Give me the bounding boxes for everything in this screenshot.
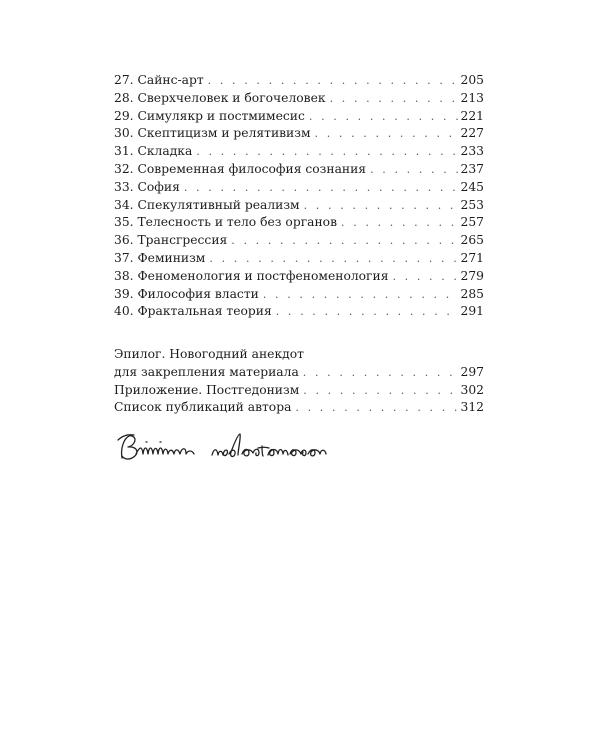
toc-entry-page: 237 bbox=[460, 161, 484, 176]
toc-entry-38 bbox=[114, 268, 484, 286]
toc-entry-title: для закрепления материала bbox=[114, 364, 299, 379]
toc-entry-title: 34. Спекулятивный реализм bbox=[114, 197, 300, 212]
toc-entry-34 bbox=[114, 197, 484, 215]
dot-leader bbox=[341, 214, 458, 232]
toc-entry-title: 35. Телесность и тело без органов bbox=[114, 215, 337, 230]
toc-entry-36 bbox=[114, 232, 484, 250]
toc-entry-title: 37. Феминизм bbox=[114, 250, 206, 265]
toc-entry-page: 221 bbox=[460, 108, 484, 123]
toc-entry-page: 245 bbox=[460, 179, 484, 194]
toc-entry-page: 233 bbox=[460, 144, 484, 159]
dot-leader bbox=[315, 125, 458, 143]
toc-entry-30 bbox=[114, 125, 484, 143]
toc-entry-39 bbox=[114, 286, 484, 304]
dot-leader bbox=[209, 250, 457, 268]
dot-leader bbox=[196, 143, 457, 161]
toc-entry-31 bbox=[114, 143, 484, 161]
toc-entry-title: 32. Современная философия сознания bbox=[114, 161, 367, 176]
toc-entry-37 bbox=[114, 250, 484, 268]
toc-entry-35 bbox=[114, 214, 484, 232]
toc-entry-title: 28. Сверхчеловек и богочеловек bbox=[114, 90, 326, 105]
toc-entry-title: Приложение. Постгедонизм bbox=[114, 382, 300, 397]
toc-entry-title: 36. Трансгрессия bbox=[114, 233, 228, 248]
toc-entry-28 bbox=[114, 90, 484, 108]
toc-entry-page: 312 bbox=[460, 400, 484, 415]
toc-entry-page: 271 bbox=[460, 250, 484, 265]
dot-leader bbox=[303, 382, 457, 400]
toc-entry-32 bbox=[114, 161, 484, 179]
table-of-contents bbox=[114, 72, 484, 321]
toc-entry-epilogue bbox=[114, 364, 484, 382]
toc-entry-page: 297 bbox=[460, 364, 484, 379]
toc-entry-title: 33. София bbox=[114, 179, 180, 194]
dot-leader bbox=[276, 303, 458, 321]
dot-leader bbox=[231, 232, 457, 250]
dot-leader bbox=[303, 364, 458, 382]
dot-leader bbox=[370, 161, 457, 179]
toc-entry-title: 39. Философия власти bbox=[114, 286, 259, 301]
toc-entry-page: 253 bbox=[460, 197, 484, 212]
toc-entry-page: 265 bbox=[460, 233, 484, 248]
toc-entry-page: 213 bbox=[460, 90, 484, 105]
toc-entry-appendix bbox=[114, 382, 484, 400]
toc-entry-title: 31. Складка bbox=[114, 144, 193, 159]
toc-entry-page: 302 bbox=[460, 382, 484, 397]
toc-entry-page: 257 bbox=[460, 215, 484, 230]
toc-entry-title: 40. Фрактальная теория bbox=[114, 304, 272, 319]
toc-entry-29 bbox=[114, 108, 484, 126]
toc-entry-title: Эпилог. Новогодний анекдот bbox=[114, 347, 304, 361]
toc-entry-title: Список публикаций автора bbox=[114, 400, 292, 415]
toc-entry-33 bbox=[114, 179, 484, 197]
back-matter-contents bbox=[114, 346, 484, 417]
toc-entry-27 bbox=[114, 72, 484, 90]
toc-entry-title: 27. Сайнс-арт bbox=[114, 73, 204, 87]
dot-leader bbox=[330, 90, 458, 108]
handwritten-note bbox=[116, 428, 386, 470]
dot-leader bbox=[263, 286, 458, 304]
dot-leader bbox=[208, 72, 458, 90]
dot-leader bbox=[304, 197, 458, 215]
toc-entry-page: 279 bbox=[460, 268, 484, 283]
dot-leader bbox=[392, 268, 457, 286]
toc-entry-publications bbox=[114, 399, 484, 417]
toc-entry-title: 29. Симулякр и постмимесис bbox=[114, 108, 305, 123]
dot-leader bbox=[309, 108, 458, 126]
toc-entry-page: 285 bbox=[460, 286, 484, 301]
dot-leader bbox=[184, 179, 458, 197]
toc-entry-title: 30. Скептицизм и релятивизм bbox=[114, 126, 311, 141]
toc-entry-40 bbox=[114, 303, 484, 321]
toc-entry-page: 205 bbox=[460, 73, 484, 87]
toc-entry-title: 38. Феноменология и постфеноменология bbox=[114, 268, 389, 283]
toc-entry-page: 227 bbox=[460, 126, 484, 141]
dot-leader bbox=[295, 399, 457, 417]
toc-entry-page: 291 bbox=[460, 304, 484, 319]
toc-entry-epilogue-line bbox=[114, 346, 484, 364]
